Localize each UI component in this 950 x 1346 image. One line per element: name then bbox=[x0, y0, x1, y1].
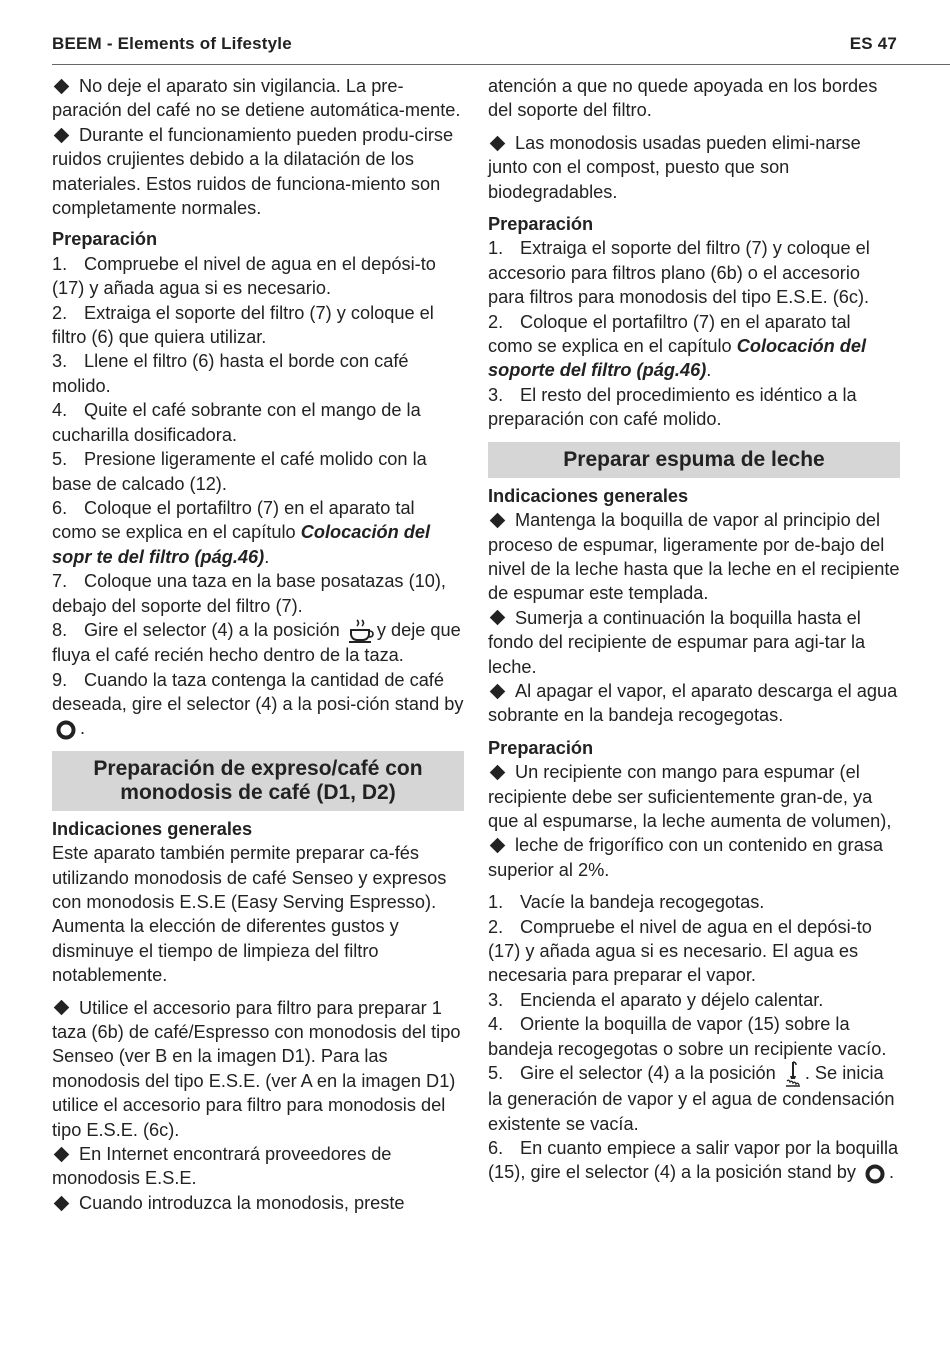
list-item: 6. Coloque el portafiltro (7) en el aparato tal como se explica en el capítulo Colocación del sopr te del filtro (pág.46). bbox=[52, 497, 431, 567]
section-title-box: Preparar espuma de leche bbox=[488, 442, 900, 478]
list-item: 3. El resto del procedimiento es idéntico a la preparación con café molido. bbox=[488, 384, 857, 430]
list-item: Cuando introduzca la monodosis, preste bbox=[52, 1191, 464, 1215]
list-item: 4. Quite el café sobrante con el mango de la cucharilla dosificadora. bbox=[52, 400, 421, 445]
list-item: Un recipiente con mango para espumar (el recipiente debe ser suficientemente gran-de, ya que al espumarse, la leche aumenta de volumen), bbox=[488, 762, 892, 831]
list-item: 1. Compruebe el nivel de agua en el depósi-to (17) y añada agua si es necesario. bbox=[52, 253, 436, 299]
diamond-bullet-icon bbox=[54, 1195, 70, 1211]
standby-ring-icon bbox=[864, 1163, 886, 1185]
list-item: 5. Gire el selector (4) a la posición . Se inicia la generación de vapor y el agua de condensación existente se vacía. bbox=[488, 1063, 895, 1134]
list-item: 3. Llene el filtro (6) hasta el borde con café molido. bbox=[52, 351, 409, 396]
paragraph: atención a que no quede apoyada en los bordes del soporte del filtro. bbox=[488, 76, 878, 121]
coffee-cup-icon bbox=[348, 619, 374, 643]
list-item: 7. Coloque una taza en la base posatazas (10), debajo del soporte del filtro (7). bbox=[52, 571, 446, 616]
section-title-box: Preparación de expreso/café con monodosis de café (D1, D2) bbox=[52, 751, 464, 811]
list-item: En Internet encontrará proveedores de monodosis E.S.E. bbox=[52, 1144, 392, 1189]
list-item: 1. Vacíe la bandeja recogegotas. bbox=[488, 892, 765, 913]
diamond-bullet-icon bbox=[490, 513, 506, 529]
list-item: 2. Compruebe el nivel de agua en el depósi-to (17) y añada agua si es necesario. El agua es necesaria para preparar el vapor. bbox=[488, 916, 872, 986]
page-number: ES 47 bbox=[849, 34, 897, 53]
header-title: BEEM - Elements of Lifestyle bbox=[52, 34, 292, 53]
list-item: Sumerja a continuación la boquilla hasta el fondo del recipiente de espumar para agi-tar la leche. bbox=[488, 607, 866, 677]
standby-ring-icon bbox=[55, 719, 77, 741]
list-item: Mantenga la boquilla de vapor al principio del proceso de espumar, ligeramente por de-bajo del nivel de la leche hasta que la leche en el recipiente de espumar este templada. bbox=[488, 510, 900, 604]
page-header bbox=[52, 34, 897, 58]
list-item: leche de frigorífico con un contenido en grasa superior al 2%. bbox=[488, 835, 884, 880]
list-item: 9. Cuando la taza contenga la cantidad de café deseada, gire el selector (4) a la posi-ción stand by . bbox=[52, 668, 464, 741]
list-item: 8. Gire el selector (4) a la posición y deje que fluya el café recién hecho dentro de la taza. bbox=[52, 619, 461, 666]
header-divider bbox=[52, 64, 950, 65]
diamond-bullet-icon bbox=[490, 838, 506, 854]
section-heading: Preparación bbox=[488, 214, 594, 235]
list-item: 3. Encienda el aparato y déjelo calentar. bbox=[488, 989, 824, 1010]
list-item: Las monodosis usadas pueden elimi-narse junto con el compost, puesto que son biodegradables. bbox=[488, 132, 861, 202]
list-item: 5. Presione ligeramente el café molido con la base de calcado (12). bbox=[52, 449, 427, 494]
diamond-bullet-icon bbox=[54, 127, 70, 143]
list-item: 6. En cuanto empiece a salir vapor por la boquilla (15), gire el selector (4) a la posición stand by . bbox=[488, 1136, 900, 1185]
section-heading: Preparación bbox=[52, 229, 158, 250]
diamond-bullet-icon bbox=[54, 78, 70, 94]
list-item: Durante el funcionamiento pueden produ-cirse ruidos crujientes debido a la dilatación de los materiales. Estos ruidos de funciona-miento son completamente normales. bbox=[52, 124, 454, 219]
list-item: Al apagar el vapor, el aparato descarga el agua sobrante en la bandeja recogegotas. bbox=[488, 680, 898, 726]
list-item: No deje el aparato sin vigilancia. La pre-paración del café no se detiene automática-mente. bbox=[52, 76, 461, 121]
diamond-bullet-icon bbox=[490, 765, 506, 781]
right-column bbox=[488, 74, 900, 1185]
steam-icon bbox=[784, 1061, 802, 1087]
diamond-bullet-icon bbox=[54, 1000, 70, 1016]
section-heading: Indicaciones generales bbox=[52, 818, 253, 839]
list-item: 1. Extraiga el soporte del filtro (7) y coloque el accesorio para filtros plano (6b) o el accesorio para filtros para monodosis del tipo E.S.E. (6c). bbox=[488, 238, 870, 308]
diamond-bullet-icon bbox=[490, 610, 506, 626]
diamond-bullet-icon bbox=[490, 135, 506, 151]
diamond-bullet-icon bbox=[490, 683, 506, 699]
left-column bbox=[52, 74, 464, 1215]
list-item: 2. Extraiga el soporte del filtro (7) y coloque el filtro (6) que quiera utilizar. bbox=[52, 302, 434, 348]
section-heading: Preparación bbox=[488, 737, 594, 758]
diamond-bullet-icon bbox=[54, 1146, 70, 1162]
section-heading: Indicaciones generales bbox=[488, 485, 689, 506]
list-item: Utilice el accesorio para filtro para preparar 1 taza (6b) de café/Espresso con monodosis del tipo Senseo (ver B en la imagen D1). Para las monodosis del tipo E.S.E. (ver A en la imagen D1) utilice el accesorio para filtro para monodosis del tipo E.S.E. (6c). bbox=[52, 997, 461, 1140]
paragraph: Este aparato también permite preparar ca-fés utilizando monodosis de café Senseo y expresos con monodosis E.S.E (Easy Serving Espresso). Aumenta la elección de diferentes gustos y disminuye el tiempo de limpieza del filtro notablemente. bbox=[52, 843, 447, 986]
list-item: 4. Oriente la boquilla de vapor (15) sobre la bandeja recogegotas o sobre un recipiente vacío. bbox=[488, 1014, 887, 1059]
list-item: 2. Coloque el portafiltro (7) en el aparato tal como se explica en el capítulo Colocación del soporte del filtro (pág.46). bbox=[488, 311, 867, 381]
